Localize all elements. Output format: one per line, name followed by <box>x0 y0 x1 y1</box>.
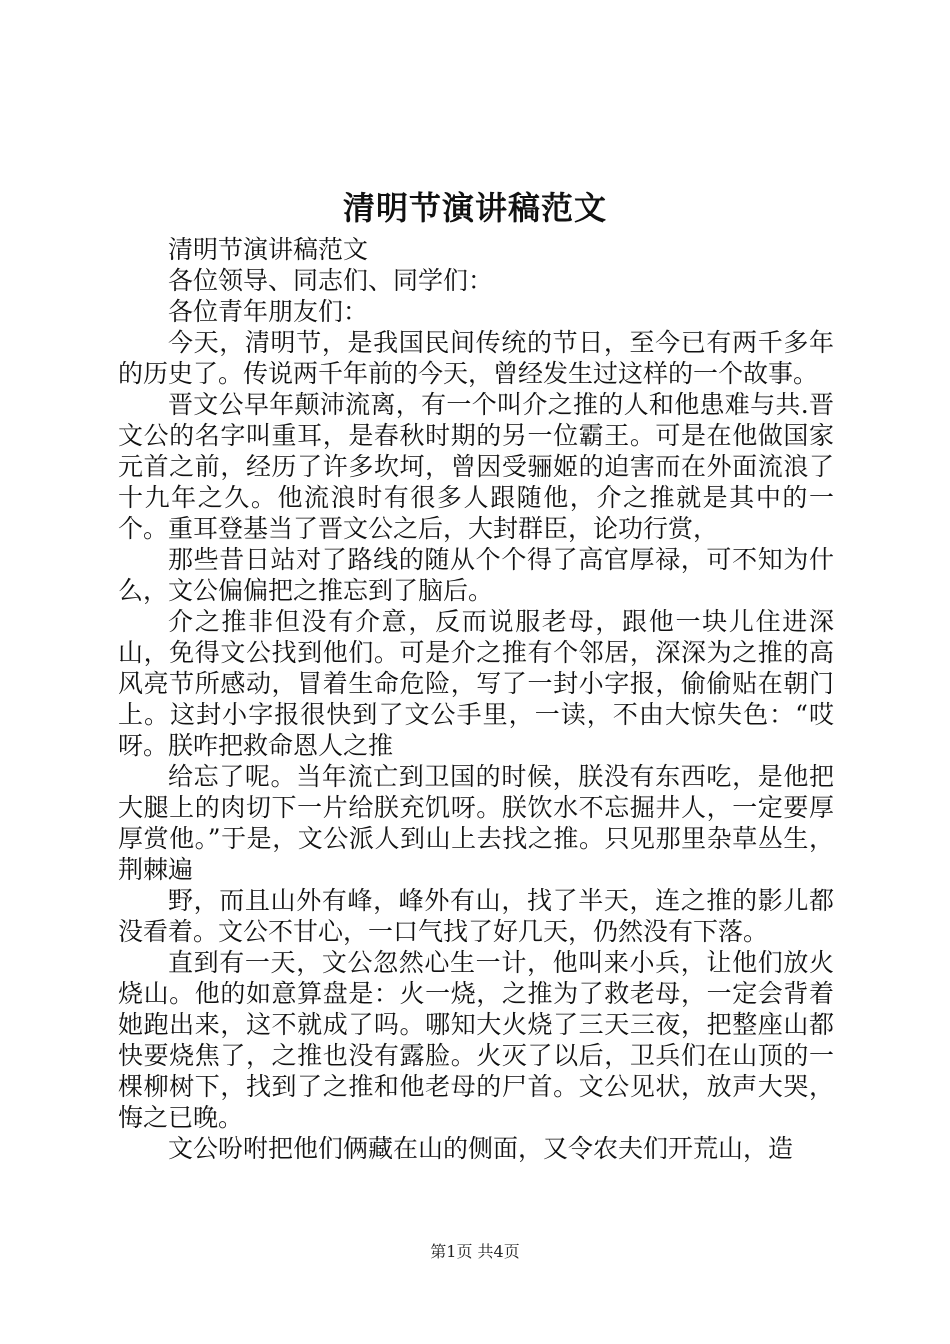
paragraph: 各位青年朋友们： <box>168 297 369 326</box>
paragraph: 介之推非但没有介意，反而说服老母，跟他一块儿住进深山，免得文公找到他们。可是介之推有个邻居，深深为之推的高风亮节所感动，冒着生命危险，写了一封小字报，偷偷贴在朝门上。这封小字报很快到了文公手里，一读，不由大惊失色：“哎呀。朕咋把救命恩人之推 <box>118 607 834 760</box>
paragraph: 今天，清明节，是我国民间传统的节日，至今已有两千多年的历史了。传说两千年前的今天，曾经发生过这样的一个故事。 <box>118 328 834 388</box>
document-body <box>118 234 834 1164</box>
paragraph: 晋文公早年颠沛流离，有一个叫介之推的人和他患难与共.晋文公的名字叫重耳，是春秋时期的另一位霸王。可是在他做国家元首之前，经历了许多坎坷，曾因受骊姬的迫害而在外面流浪了十九年之久。他流浪时有很多人跟随他，介之推就是其中的一个。重耳登基当了晋文公之后，大封群臣，论功行赏， <box>118 390 834 543</box>
paragraph: 野，而且山外有峰，峰外有山，找了半天，连之推的影儿都没看着。文公不甘心，一口气找了好几天，仍然没有下落。 <box>118 886 834 946</box>
paragraph: 文公吩咐把他们俩藏在山的侧面，又令农夫们开荒山，造 <box>168 1134 794 1163</box>
paragraph: 那些昔日站对了路线的随从个个得了高官厚禄，可不知为什么，文公偏偏把之推忘到了脑后。 <box>118 545 834 605</box>
document-title: 清明节演讲稿范文 <box>342 189 607 227</box>
page-footer: 第1页 共4页 <box>430 1242 520 1261</box>
paragraph: 各位领导、同志们、同学们： <box>168 266 494 295</box>
paragraph: 直到有一天，文公忽然心生一计，他叫来小兵，让他们放火烧山。他的如意算盘是：火一烧，之推为了救老母，一定会背着她跑出来，这不就成了吗。哪知大火烧了三天三夜，把整座山都快要烧焦了，之推也没有露脸。火灭了以后，卫兵们在山顶的一棵柳树下，找到了之推和他老母的尸首。文公见状，放声大哭，悔之已晚。 <box>118 948 834 1132</box>
paragraph: 清明节演讲稿范文 <box>168 235 369 264</box>
paragraph: 给忘了呢。当年流亡到卫国的时候，朕没有东西吃，是他把大腿上的肉切下一片给朕充饥呀。朕饮水不忘掘井人，一定要厚厚赏他。”于是，文公派人到山上去找之推。只见那里杂草丛生，荆棘遍 <box>118 762 834 884</box>
